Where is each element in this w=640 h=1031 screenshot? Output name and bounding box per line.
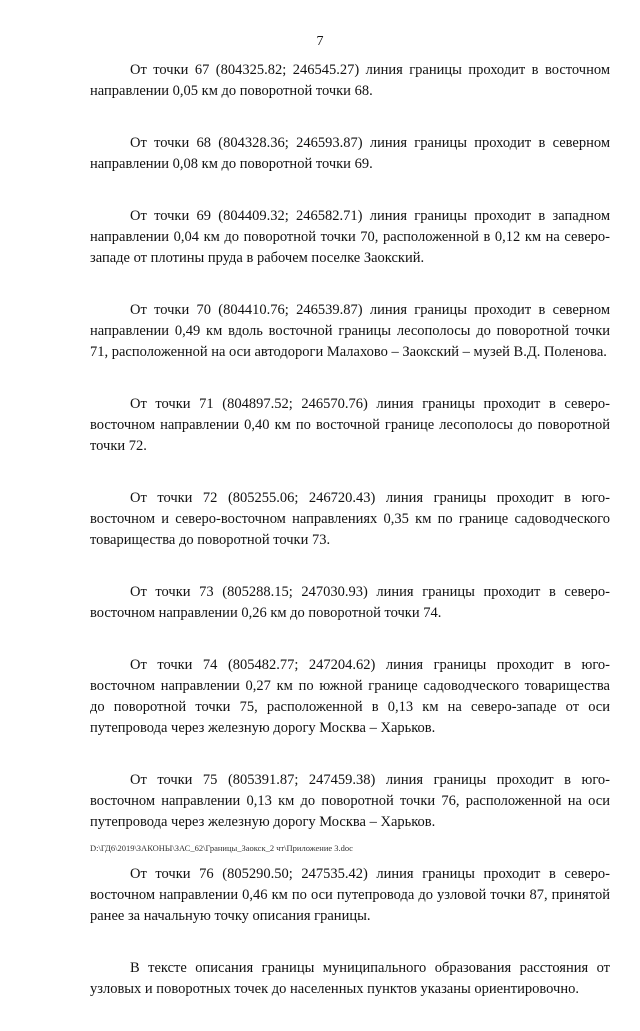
paragraph-point-76: От точки 76 (805290.50; 247535.42) линия границы проходит в северо-восточном направлении 0,46 км по оси путепровода до узловой точки 87, принятой ранее за начальную точку описания границы. xyxy=(90,866,610,924)
document-body xyxy=(90,60,610,1031)
paragraph-point-71: От точки 71 (804897.52; 246570.76) линия границы проходит в северо-восточном направлении 0,40 км по восточной границе лесополосы до поворотной точки 72. xyxy=(90,396,610,454)
paragraph-point-68: От точки 68 (804328.36; 246593.87) линия границы проходит в северном направлении 0,08 км до поворотной точки 69. xyxy=(90,135,610,172)
footer-file-path: D:\ГД6\2019\ЗАКОНЫ\ЗАС_62\Границы_Заокск_2 чт\Приложение 3.doc xyxy=(90,843,353,853)
paragraph-point-72: От точки 72 (805255.06; 246720.43) линия границы проходит в юго-восточном и северо-восточном направлениях 0,35 км по границе садоводческого товарищества до поворотной точки 73. xyxy=(90,490,610,548)
paragraph-point-75: От точки 75 (805391.87; 247459.38) линия границы проходит в юго-восточном направлении 0,13 км до поворотной точки 76, расположенной на оси путепровода через железную дорогу Москва – Харьков. xyxy=(90,772,610,830)
paragraph-closing-note: В тексте описания границы муниципального образования расстояния от узловых и поворотных точек до населенных пунктов указаны ориентировочно. xyxy=(90,960,610,997)
paragraph-point-70: От точки 70 (804410.76; 246539.87) линия границы проходит в северном направлении 0,49 км вдоль восточной границы лесополосы до поворотной точки 71, расположенной на оси автодороги Малахово – Заокский – музей В.Д. Поленова. xyxy=(90,302,610,360)
paragraph-point-69: От точки 69 (804409.32; 246582.71) линия границы проходит в западном направлении 0,04 км до поворотной точки 70, расположенной в 0,12 км на северо-западе от плотины пруда в рабочем поселке Заокский. xyxy=(90,208,610,266)
page-number: 7 xyxy=(316,34,324,49)
paragraph-point-67: От точки 67 (804325.82; 246545.27) линия границы проходит в восточном направлении 0,05 км до поворотной точки 68. xyxy=(90,62,610,99)
paragraph-point-74: От точки 74 (805482.77; 247204.62) линия границы проходит в юго-восточном направлении 0,27 км по южной границе садоводческого товарищества до поворотной точки 75, расположенной в 0,13 км на северо-западе от оси путепровода через железную дорогу Москва – Харьков. xyxy=(90,657,610,736)
paragraph-point-73: От точки 73 (805288.15; 247030.93) линия границы проходит в северо-восточном направлении 0,26 км до поворотной точки 74. xyxy=(90,584,610,621)
